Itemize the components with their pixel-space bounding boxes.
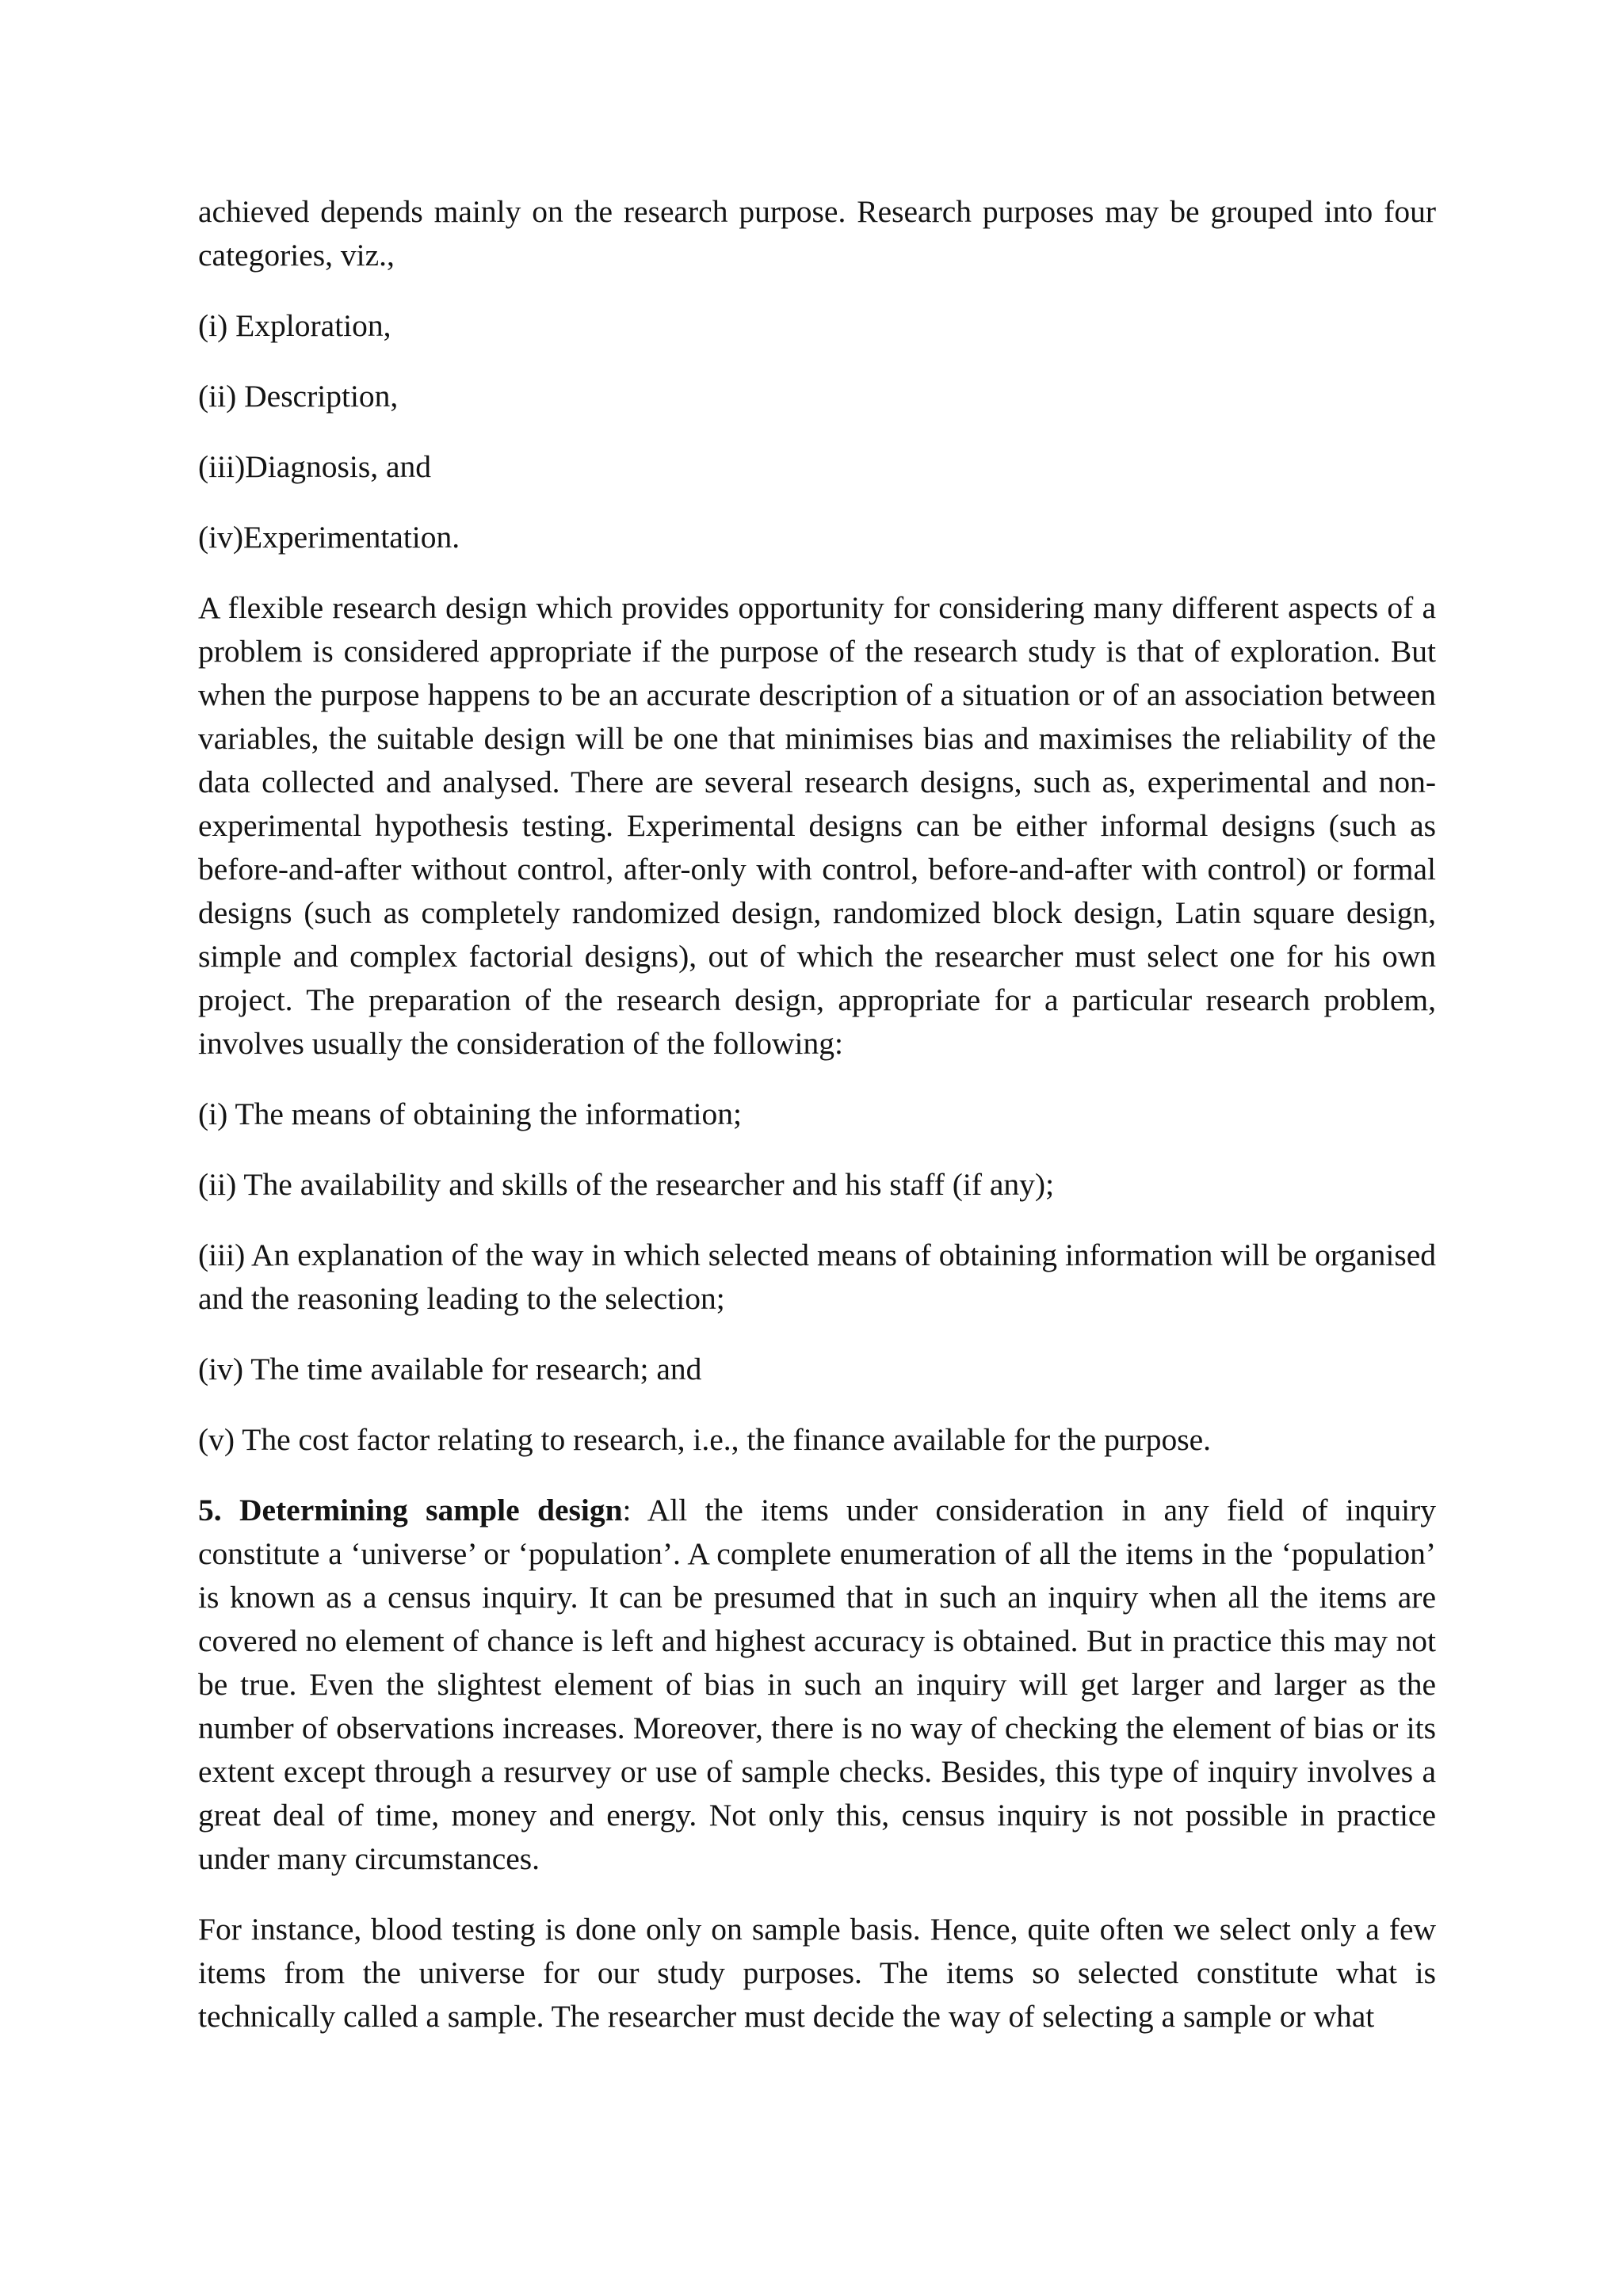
final-paragraph: For instance, blood testing is done only on sample basis. Hence, quite often we select only a few items from the universe for our study purposes. The items so selected constitute what is technically called a sample. The researcher must decide the way of selecting a sample or what [198, 1912, 1436, 2034]
purpose-item-experimentation: (iv)Experimentation. [198, 520, 460, 555]
consideration-item-cost: (v) The cost factor relating to research, i.e., the finance available for the purpose. [198, 1422, 1212, 1457]
purpose-item-diagnosis: (iii)Diagnosis, and [198, 449, 432, 484]
purpose-item-exploration: (i) Exploration, [198, 308, 391, 343]
sample-design-text: : All the items under consideration in any field of inquiry constitute a ‘universe’ or ‘population’. A complete enumeration of all the items in the ‘population’ is known as a census inquiry. It can be presumed that in such an inquiry when all the items are covered no element of chance is left and highest accuracy is obtained. But in practice this may not be true. Even the slightest element of bias in such an inquiry will get larger and larger as the number of observations increases. Moreover, there is no way of checking the element of bias or its extent except through a resurvey or use of sample checks. Besides, this type of inquiry involves a great deal of time, money and energy. Not only this, census inquiry is not possible in practice under many circumstances. [198, 1493, 1436, 1876]
consideration-item-explanation: (iii) An explanation of the way in which selected means of obtaining information will be organised and the reasoning leading to the selection; [198, 1238, 1436, 1316]
intro-paragraph: achieved depends mainly on the research purpose. Research purposes may be grouped into four categories, viz., [198, 194, 1436, 273]
sample-design-paragraph [198, 1489, 1436, 1881]
consideration-item-means: (i) The means of obtaining the information; [198, 1097, 742, 1131]
research-design-paragraph: A flexible research design which provides opportunity for considering many different aspects of a problem is considered appropriate if the purpose of the research study is that of exploration. But when the purpose happens to be an accurate description of a situation or of an association between variables, the suitable design will be one that minimises bias and maximises the reliability of the data collected and analysed. There are several research designs, such as, experimental and non-experimental hypothesis testing. Experimental designs can be either informal designs (such as before-and-after without control, after-only with control, before-and-after with control) or formal designs (such as completely randomized design, randomized block design, Latin square design, simple and complex factorial designs), out of which the researcher must select one for his own project. The preparation of the research design, appropriate for a particular research problem, involves usually the consideration of the following: [198, 590, 1436, 1061]
sample-design-heading: 5. Determining sample design [198, 1493, 623, 1527]
purpose-item-description: (ii) Description, [198, 379, 399, 414]
consideration-item-time: (iv) The time available for research; and [198, 1352, 702, 1386]
consideration-item-staff: (ii) The availability and skills of the researcher and his staff (if any); [198, 1167, 1055, 1202]
document-body [198, 190, 1436, 2039]
